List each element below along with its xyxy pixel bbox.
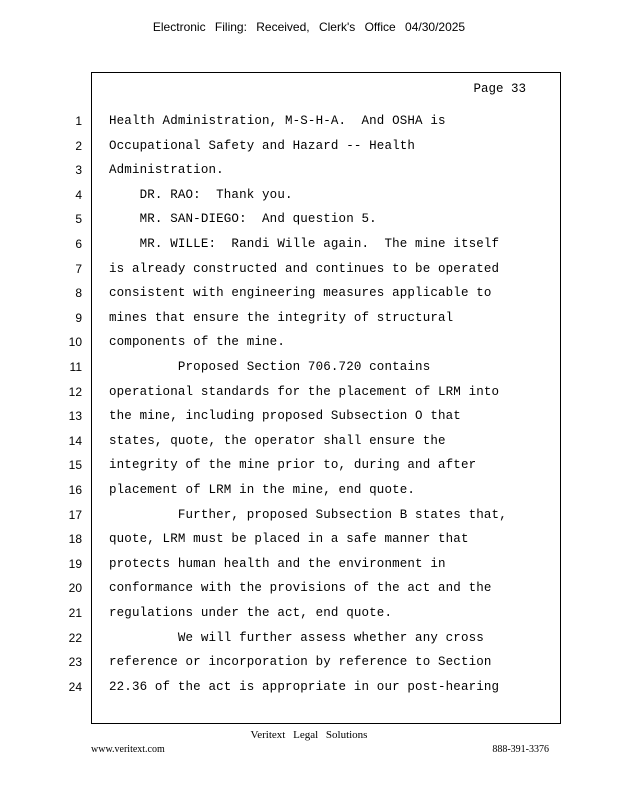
line-number: 7 <box>75 262 82 276</box>
line-number: 12 <box>68 385 82 399</box>
line-text: Further, proposed Subsection B states that, <box>109 508 507 522</box>
line-text: integrity of the mine prior to, during and after <box>109 458 477 472</box>
line-text: MR. WILLE: Randi Wille again. The mine itself <box>109 237 500 251</box>
footer-company: Veritext Legal Solutions <box>250 729 368 741</box>
page-number: Page 33 <box>473 82 526 96</box>
line-number: 15 <box>68 458 82 472</box>
footer-website: www.veritext.com <box>91 744 165 755</box>
line-number: 11 <box>69 360 82 374</box>
line-text: the mine, including proposed Subsection O that <box>109 409 461 423</box>
line-number: 9 <box>75 311 82 325</box>
line-text: Proposed Section 706.720 contains <box>109 360 431 374</box>
line-number: 17 <box>68 508 82 522</box>
line-number: 2 <box>75 139 82 153</box>
filing-stamp: Electronic Filing: Received, Clerk's Office 04/30/2025 <box>152 20 466 34</box>
line-text: is already constructed and continues to be operated <box>109 262 500 276</box>
line-text: We will further assess whether any cross <box>109 631 484 645</box>
line-text: states, quote, the operator shall ensure the <box>109 434 446 448</box>
line-number: 18 <box>68 532 82 546</box>
line-number: 24 <box>68 680 82 694</box>
line-number: 6 <box>75 237 82 251</box>
line-number: 13 <box>68 409 82 423</box>
line-text: protects human health and the environment in <box>109 557 446 571</box>
line-number: 1 <box>75 114 82 128</box>
line-number: 23 <box>68 655 82 669</box>
line-text: conformance with the provisions of the act and the <box>109 581 492 595</box>
footer-phone: 888-391-3376 <box>492 744 549 755</box>
line-number: 20 <box>68 581 82 595</box>
line-text: Administration. <box>109 163 224 177</box>
line-text: Health Administration, M-S-H-A. And OSHA is <box>109 114 446 128</box>
line-text: MR. SAN-DIEGO: And question 5. <box>109 212 377 226</box>
line-number: 19 <box>68 557 82 571</box>
line-text: Occupational Safety and Hazard -- Health <box>109 139 416 153</box>
line-text: reference or incorporation by reference to Section <box>109 655 492 669</box>
line-number: 22 <box>68 631 82 645</box>
line-number: 16 <box>68 483 82 497</box>
line-text: placement of LRM in the mine, end quote. <box>109 483 416 497</box>
line-text: quote, LRM must be placed in a safe manner that <box>109 532 469 546</box>
line-text: mines that ensure the integrity of structural <box>109 311 454 325</box>
line-text: DR. RAO: Thank you. <box>109 188 293 202</box>
line-text: 22.36 of the act is appropriate in our post-hearing <box>109 680 500 694</box>
line-number: 3 <box>75 163 82 177</box>
line-text: regulations under the act, end quote. <box>109 606 393 620</box>
line-text: operational standards for the placement of LRM into <box>109 385 500 399</box>
line-number: 8 <box>75 286 82 300</box>
line-text: components of the mine. <box>109 335 285 349</box>
line-number: 14 <box>68 434 82 448</box>
line-number: 5 <box>75 212 82 226</box>
line-text: consistent with engineering measures applicable to <box>109 286 492 300</box>
line-number: 10 <box>68 335 82 349</box>
line-number: 21 <box>68 606 82 620</box>
line-number: 4 <box>75 188 82 202</box>
